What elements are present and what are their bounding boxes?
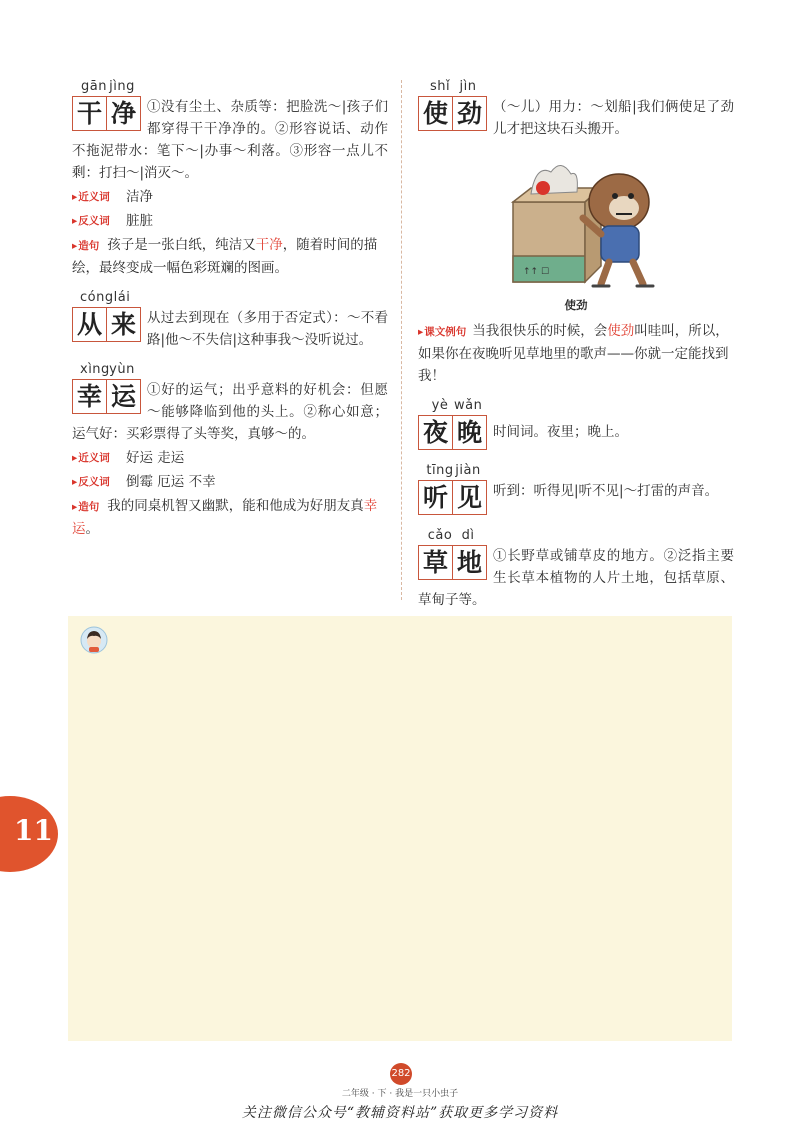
pinyin [418,78,734,96]
left-column [72,78,388,550]
pinyin-syllable: dì [461,528,475,543]
pinyin [418,462,734,480]
pinyin-syllable: wǎn [454,398,483,413]
word-box [72,307,141,342]
vocab-entry-shijin [418,78,734,387]
example-highlight: 使劲 [607,323,635,339]
word-box [418,545,487,580]
pinyin-syllable: cǎo [427,528,453,543]
word-char: 来 [106,308,140,341]
definition: ①没有尘土、杂质等：把脸洗～|孩子们都穿得干干净净的。②形容说话、动作不拖泥带水：笔下～|办事～利落。③形容一点儿不剩：打扫～|消灭～。 [72,99,388,181]
antonym-text: 倒霉 厄运 不幸 [126,474,216,490]
word-char: 听 [419,481,452,514]
pinyin-syllable: lái [113,290,131,305]
page-number: 282 [390,1063,412,1085]
pinyin-syllable: shǐ [429,79,451,94]
svg-text:↑↑ ☐: ↑↑ ☐ [523,267,550,277]
synonym-text: 洁净 [126,189,153,205]
child-avatar-icon [80,626,108,654]
word-char: 地 [452,546,486,579]
vocab-entry-conglai [72,289,388,351]
sentence-label: ▸ 造句 [72,501,99,513]
pinyin [418,527,734,545]
word-char: 使 [419,97,452,130]
word-char: 运 [106,380,140,413]
synonym-label: ▸ 近义词 [72,447,110,469]
unit-tab-number: 11 [14,814,53,847]
vocab-entry-xingyun [72,361,388,540]
pinyin [72,78,388,96]
pinyin-syllable: yè [431,398,449,413]
pinyin-syllable: jìn [459,79,477,94]
word-box [418,96,487,131]
pinyin-syllable: yùn [109,362,135,377]
sentence-text: 我的同桌机智又幽默，能和他成为好朋友真 [107,498,364,514]
example-text: 叫哇叫，所以，如果你在夜晚听见草地里的歌声——你就一定能找到我！ [418,323,729,384]
synonym-label: ▸ 近义词 [72,186,110,208]
vocab-entry-caodi [418,527,734,611]
pinyin-syllable: xìng [80,362,110,377]
pinyin-syllable: cóng [80,290,114,305]
sentence-highlight: 干净 [255,237,283,253]
word-box [418,480,487,515]
definition: 从过去到现在（多用于否定式）：～不看路|他～不失信|这种事我～没听说过。 [147,310,388,348]
word-box [72,379,141,414]
pinyin [418,397,734,415]
example-label: ▸ 课文例句 [418,326,466,338]
pinyin-syllable: jiàn [455,463,481,478]
antonym-label: ▸ 反义词 [72,471,110,493]
definition: 时间词。夜里；晚上。 [493,424,628,440]
column-divider [401,80,402,600]
illustration-svg [491,144,661,294]
sentence-label: ▸ 造句 [72,240,99,252]
definition: 听到：听得见|听不见|～打雷的声音。 [493,483,719,499]
antonym-line [72,210,388,232]
sentence-highlight: 幸运 [72,498,378,537]
example-line [418,320,734,387]
word-char: 幸 [73,380,106,413]
pinyin-syllable: jìng [109,79,135,94]
sentence-text: 。 [85,521,99,537]
word-box [72,96,141,131]
definition: ①好的运气；出乎意料的好机会：但愿～能够降临到他的头上。②称心如意；运气好：买彩票得了头等奖，真够～的。 [72,382,388,442]
sentence-line [72,234,388,279]
synonym-line [72,186,388,208]
word-char: 劲 [452,97,486,130]
sentence-line [72,495,388,540]
example-text: 当我很快乐的时候，会 [472,323,608,339]
pinyin [72,289,388,307]
definition: （～儿）用力：～划船|我们俩使足了劲儿才把这块石头搬开。 [493,99,734,137]
word-char: 从 [73,308,106,341]
vocab-entry-tingjian [418,462,734,517]
vocab-entry-yewan [418,397,734,452]
pinyin-syllable: gān [81,79,107,94]
vocab-entry-ganjing [72,78,388,279]
pinyin [72,361,388,379]
footer-book-info: 二年级 · 下 · 我是一只小虫子 [341,1089,459,1099]
notes-area[interactable] [68,616,732,1041]
sentence-text: ，随着时间的描绘，最终变成一幅色彩斑斓的图画。 [72,237,378,276]
definition: ①长野草或铺草皮的地方。②泛指主要生长草本植物的人片土地，包括草原、草甸子等。 [418,548,734,608]
pinyin-syllable: tīng [426,463,454,478]
word-char: 净 [106,97,140,130]
sentence-text: 孩子是一张白纸，纯洁又 [107,237,256,253]
word-box [418,415,487,450]
word-char: 草 [419,546,452,579]
antonym-text: 脏脏 [126,213,153,229]
antonym-label: ▸ 反义词 [72,210,110,232]
word-char: 夜 [419,416,452,449]
synonym-line [72,447,388,469]
word-char: 见 [452,481,486,514]
antonym-line [72,471,388,493]
footer-promo: 关注微信公众号“教辅资料站”获取更多学习资料 [241,1105,559,1121]
synonym-text: 好运 走运 [126,450,185,466]
illustration-caption: 使劲 [564,298,588,312]
word-char: 晚 [452,416,486,449]
cricket-pushing-box-illustration [491,144,661,294]
right-column [418,78,734,621]
word-char: 干 [73,97,106,130]
